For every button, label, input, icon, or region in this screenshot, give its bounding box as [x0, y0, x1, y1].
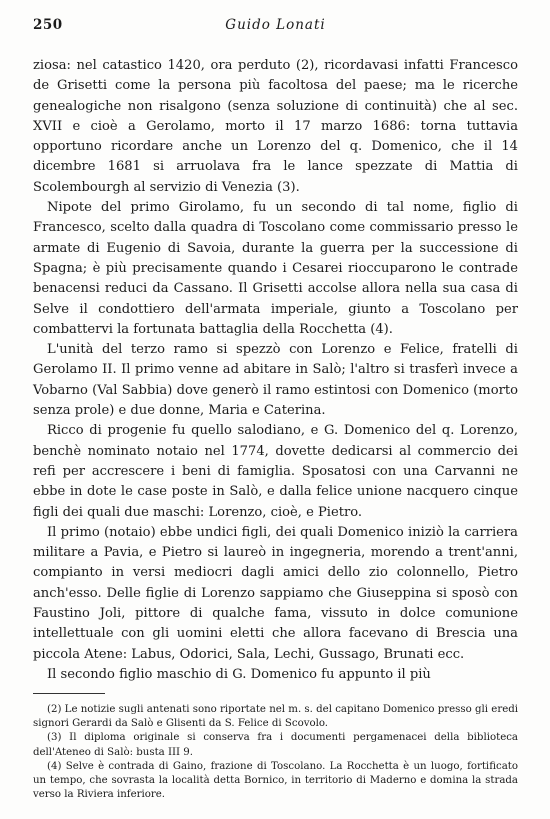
- footnote: (2) Le notizie sugli antenati sono riportate nel m. s. del capitano Domenico presso gli eredi signori Gerardi da Salò e Glisenti da S. Felice di Scovolo.: [33, 704, 518, 730]
- paragraph: Il primo (notaio) ebbe undici figli, dei quali Domenico iniziò la carriera militare a Pavia, e Pietro si laureò in ingegneria, morendo a trent'anni, compianto in versi mediocri dagli amici dello zio colonnello, Pietro anch'esso. Delle figlie di Lorenzo sappiamo che Giuseppina si sposò con Faustino Joli, pittore di qualche fama, vissuto in dolce comunione intellettuale con gli uomini eletti che allora facevano di Brescia una piccola Atene: Labus, Odorici, Sala, Lechi, Gussago, Brunati ecc.: [33, 524, 518, 662]
- footnote: (3) Il diploma originale si conserva fra i documenti pergamenacei della biblioteca dell'Ateneo di Salò: busta III 9.: [33, 732, 518, 758]
- page-number: 250: [33, 17, 63, 33]
- paragraph: Nipote del primo Girolamo, fu un secondo di tal nome, figlio di Francesco, scelto dalla quadra di Toscolano come commissario presso le armate di Eugenio di Savoia, durante la guerra per la successione di Spagna; è più precisamente quando i Cesarei rioccuparono le contrade benacensi reduci da Cassano. Il Grisetti accolse allora nella sua casa di Selve il condottiero dell'armata imperiale, giunto a Toscolano per combattervi la fortunata battaglia della Rocchetta (4).: [33, 200, 518, 337]
- paragraph: Ricco di progenie fu quello salodiano, e G. Domenico del q. Lorenzo, benchè nominato notaio nel 1774, dovette dedicarsi al commercio dei refi per accrescere i beni di famiglia. Sposatosi con una Carvanni ne ebbe in dote le case poste in Salò, e dalla felice unione nacquero cinque figli dei quali due maschi: Lorenzo, cioè, e Pietro.: [33, 423, 518, 520]
- paragraph: ziosa: nel catastico 1420, ora perduto (2), ricordavasi infatti Francesco de Grisetti come la persona più facoltosa del paese; ma le ricerche genealogiche non risalgono (senza soluzione di continuità) che al sec. XVII e cioè a Gerolamo, morto il 17 marzo 1686: torna tuttavia opportuno ricordare anche un Lorenzo del q. Domenico, che il 14 dicembre 1681 si arruolava fra le lance spezzate di Mattia di Scolembourgh al servizio di Venezia (3).: [33, 58, 518, 195]
- page-header: [33, 14, 518, 36]
- body-text: [33, 56, 518, 685]
- running-head: Guido Lonati: [225, 17, 326, 33]
- footnote-divider: [33, 693, 105, 694]
- paragraph: L'unità del terzo ramo si spezzò con Lorenzo e Felice, fratelli di Gerolamo II. Il primo venne ad abitare in Salò; l'altro si trasferì invece a Vobarno (Val Sabbia) dove generò il ramo estintosi con Domenico (morto senza prole) e due donne, Maria e Caterina.: [33, 342, 518, 419]
- footnote: (4) Selve è contrada di Gaino, frazione di Toscolano. La Rocchetta è un luogo, fortificato un tempo, che sovrasta la località detta Bornico, in territorio di Maderno e domina la strada verso la Riviera inferiore.: [33, 760, 518, 801]
- footnotes: [33, 703, 518, 802]
- paragraph: Il secondo figlio maschio di G. Domenico fu appunto il più: [47, 666, 431, 682]
